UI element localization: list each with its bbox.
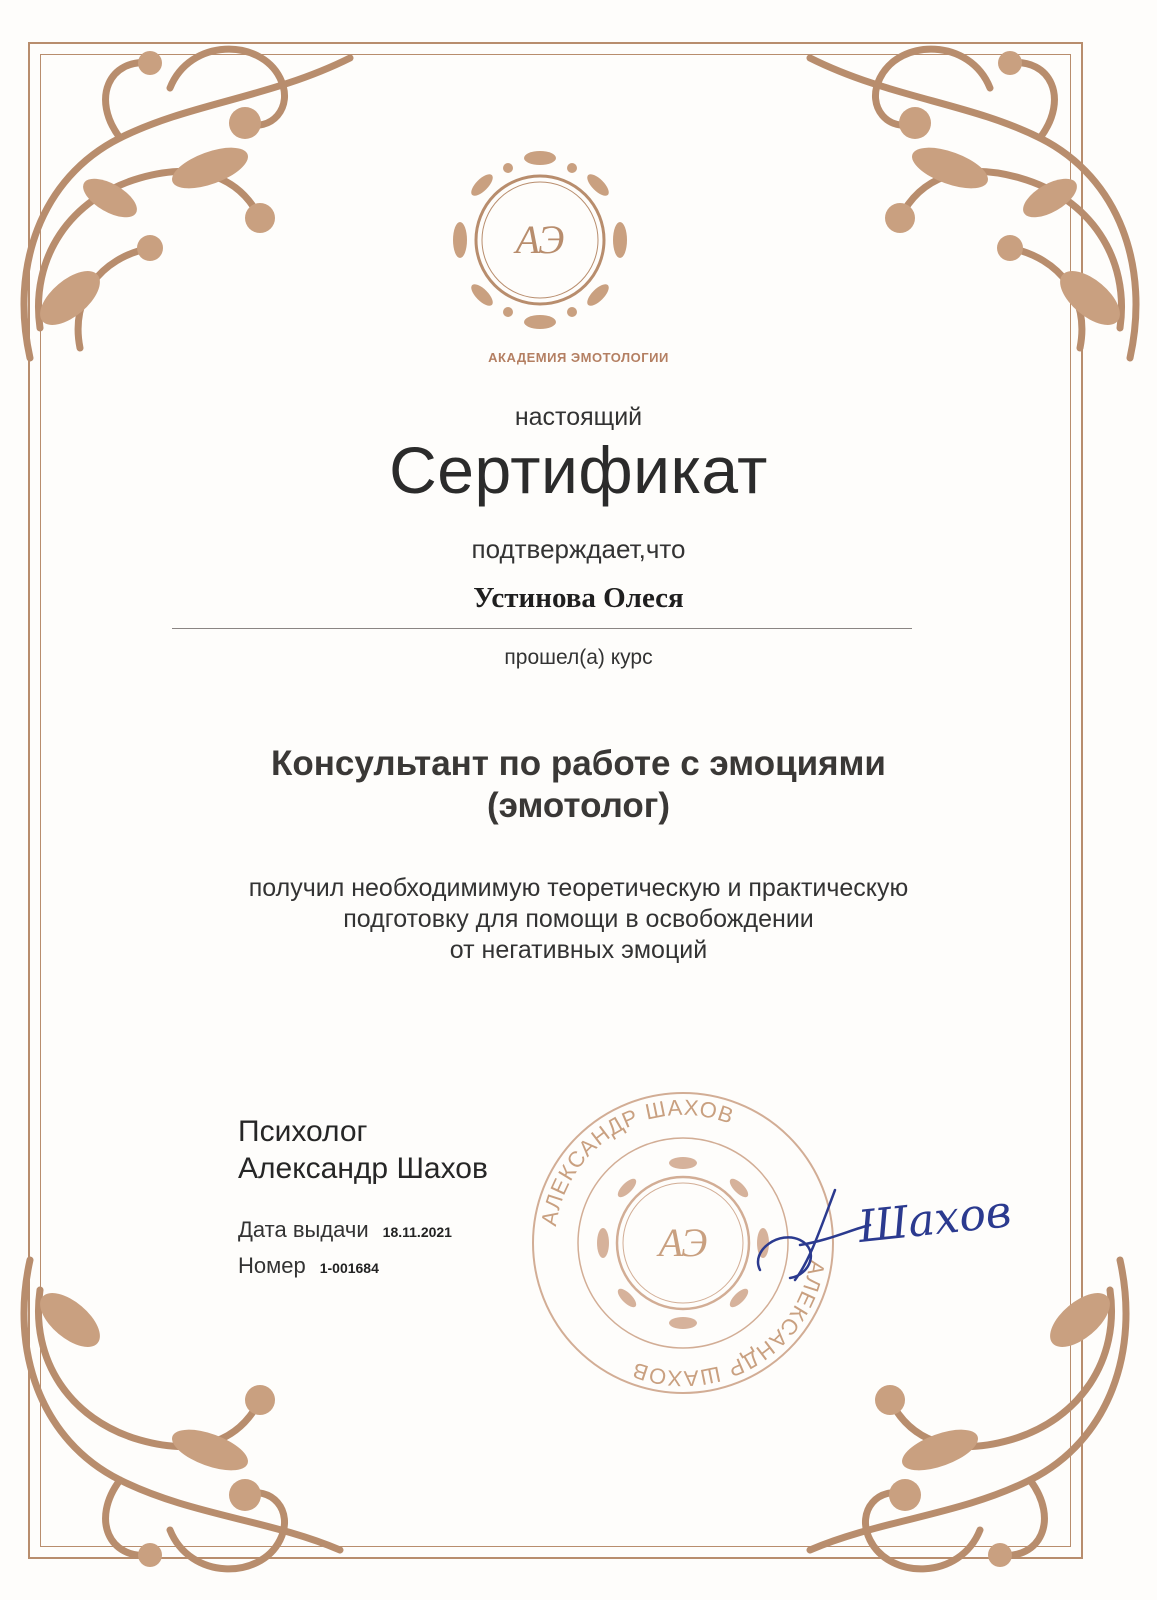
course-title-line-2: (эмотолог) <box>486 786 671 825</box>
confirms-label: подтверждает,что <box>471 534 686 564</box>
ornament-top-left <box>10 28 370 368</box>
description-line-1: получил необходимимую теоретическую и практическую <box>248 874 909 902</box>
academy-logo <box>430 140 650 340</box>
recipient-name: Устинова Олеся <box>473 582 684 614</box>
course-title <box>0 743 1157 827</box>
ornament-bottom-right <box>800 1250 1140 1590</box>
certificate-number-row <box>238 1253 379 1279</box>
certificate-number-label: Номер <box>238 1253 306 1278</box>
svg-text:АЛЕКСАНДР ШАХОВ <box>536 1095 737 1228</box>
certificate-number-value: 1-001684 <box>319 1260 379 1276</box>
description-line-2: подготовку для помощи в освобождении <box>343 905 814 933</box>
issue-date-row <box>238 1217 452 1243</box>
certificate-title: Сертификат <box>389 433 768 507</box>
stamp-ring-text-1: АЛЕКСАНДР ШАХОВ <box>536 1094 738 1228</box>
recipient-underline <box>172 628 912 629</box>
signer-block <box>238 1113 488 1187</box>
stamp-ring-text-2: АЛЕКСАНДР ШАХОВ <box>628 1258 830 1392</box>
course-description <box>0 873 1157 966</box>
issue-date-label: Дата выдачи <box>238 1217 369 1242</box>
signature-text: Шахов <box>855 1186 1014 1253</box>
course-title-line-1: Консультант по работе с эмоциями <box>271 744 886 783</box>
stamp-letters: АЭ <box>658 1220 708 1265</box>
signer-role: Психолог <box>238 1115 368 1148</box>
ornament-bottom-left <box>10 1250 350 1590</box>
passed-course-label: прошел(а) курс <box>504 646 653 669</box>
academy-name: АКАДЕМИЯ ЭМОТОЛОГИИ <box>488 350 669 365</box>
logo-letters: АЭ <box>515 217 565 262</box>
ornament-top-right <box>790 28 1150 368</box>
certificate-present-label: настоящий <box>514 403 643 431</box>
issue-date-value: 18.11.2021 <box>382 1224 452 1240</box>
signature <box>740 1170 1040 1290</box>
signer-name: Александр Шахов <box>238 1152 488 1185</box>
description-line-3: от негативных эмоций <box>449 936 708 964</box>
